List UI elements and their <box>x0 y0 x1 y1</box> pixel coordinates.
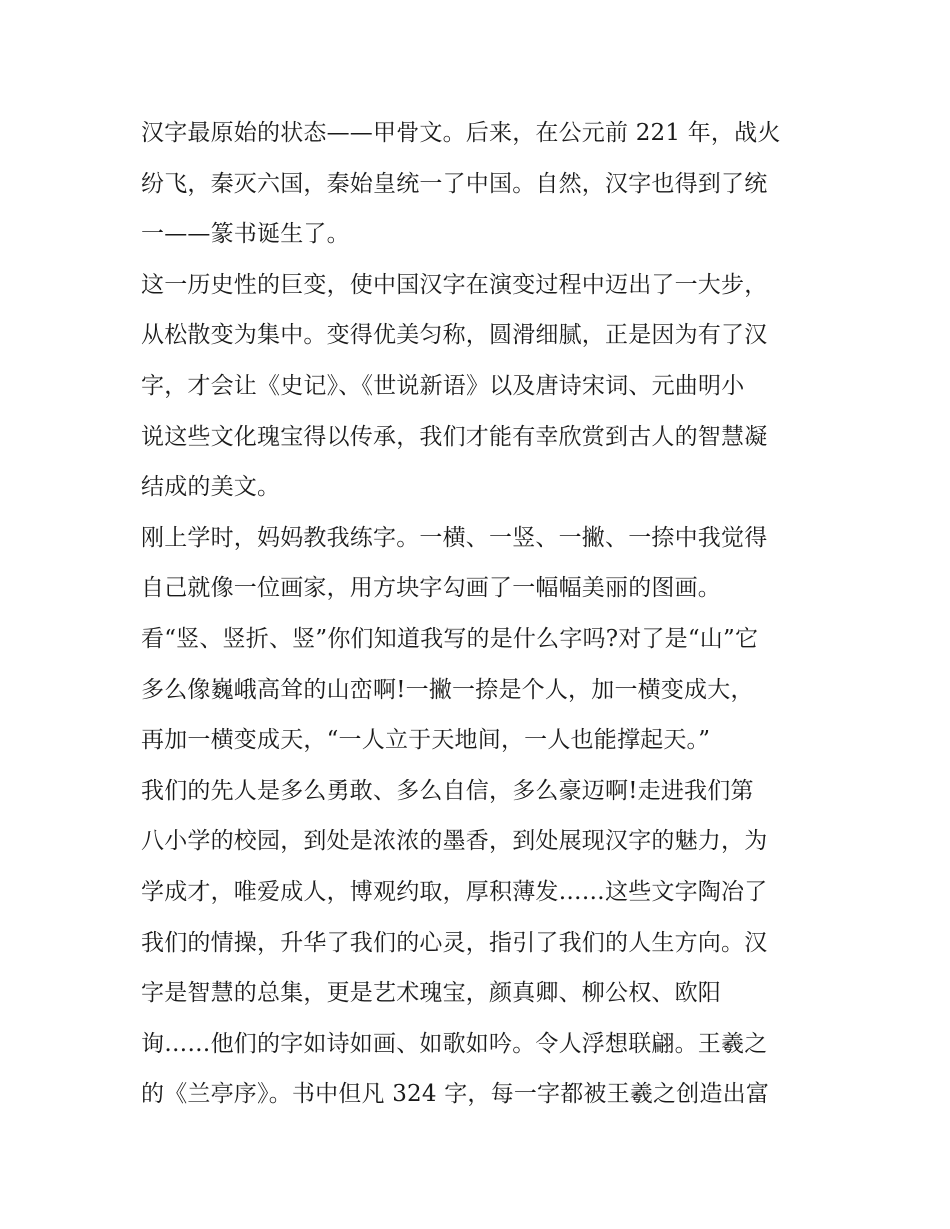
text-line: 八小学的校园，到处是浓浓的墨香，到处展现汉字的魅力，为 <box>141 828 768 855</box>
text-line: 字，才会让《史记》、《世说新语》以及唐诗宋词、元曲明小 <box>141 372 745 399</box>
text-line: 的《兰亭序》。书中但凡 324 字，每一字都被王羲之创造出富 <box>141 1081 770 1108</box>
text-line: 多么像巍峨高耸的山峦啊!一撇一捺是个人，加一横变成大， <box>141 676 754 703</box>
document-body <box>141 108 821 1120</box>
text-line: 自己就像一位画家，用方块字勾画了一幅幅美丽的图画。 <box>141 575 721 602</box>
text-line: 学成才，唯爱成人，博观约取，厚积薄发……这些文字陶冶了 <box>141 878 768 905</box>
text-line: 字是智慧的总集，更是艺术瑰宝，颜真卿、柳公权、欧阳 <box>141 980 721 1007</box>
text-line: 汉字最原始的状态——甲骨文。后来，在公元前 221 年，战火 <box>141 120 781 146</box>
text-line: 从松散变为集中。变得优美匀称，圆滑细腻，正是因为有了汉 <box>141 322 768 349</box>
text-line: 我们的情操，升华了我们的心灵，指引了我们的人生方向。汉 <box>141 929 768 956</box>
text-line: 说这些文化瑰宝得以传承，我们才能有幸欣赏到古人的智慧凝 <box>141 423 768 450</box>
text-line: 结成的美文。 <box>141 474 281 501</box>
text-line: 纷飞，秦灭六国，秦始皇统一了中国。自然，汉字也得到了统 <box>141 170 768 197</box>
text-line: 询……他们的字如诗如画、如歌如吟。令人浮想联翩。王羲之 <box>141 1030 768 1057</box>
text-line: 这一历史性的巨变，使中国汉字在演变过程中迈出了一大步， <box>141 271 768 298</box>
text-line: 我们的先人是多么勇敢、多么自信，多么豪迈啊!走进我们第 <box>141 777 754 804</box>
text-line: 一——篆书诞生了。 <box>141 221 350 248</box>
text-line: 看“竖、竖折、竖”你们知道我写的是什么字吗?对了是“山”它 <box>141 625 759 652</box>
text-line: 再加一横变成天，“一人立于天地间，一人也能撑起天。” <box>141 727 711 754</box>
text-line: 刚上学时，妈妈教我练字。一横、一竖、一撇、一捺中我觉得 <box>141 524 768 551</box>
